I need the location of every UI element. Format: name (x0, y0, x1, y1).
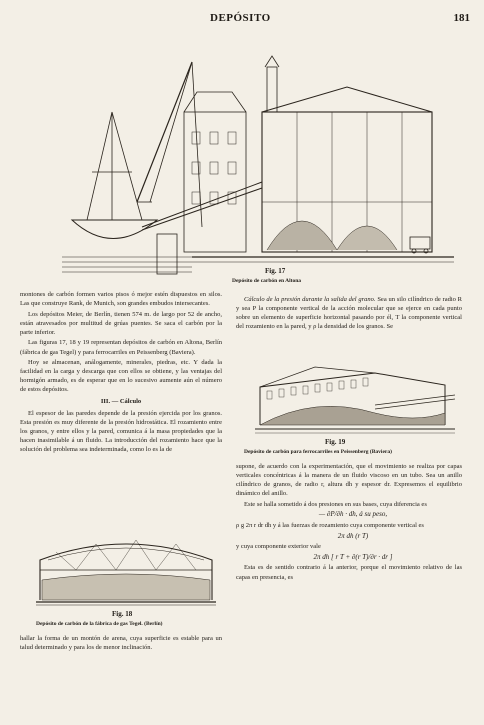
paragraph: Los depósitos Meier, de Berlín, tienen 574 m. de largo por 52 de ancho, están atravesados por multitud de grúas puentes. Se saca el carbón por la parte inferior. (20, 310, 222, 336)
figure-19-illustration (255, 365, 455, 437)
right-column-upper (236, 295, 462, 333)
subheading: Cálculo de la presión durante la salida del grano. (244, 296, 376, 303)
paragraph: y cuya componente exterior vale (236, 543, 321, 551)
figure-19-caption: Depósito de carbón para ferrocarriles en Peissenberg (Baviera) (244, 449, 392, 455)
left-column-upper (20, 290, 222, 456)
paragraph: supone, de acuerdo con la experimentación, que el movimiento se realiza por capas verticales concéntricas á la manera de un fluido viscoso en un tubo. Sea un anillo cilíndrico de granos, de radio r, altura dh y espesor dr. Expresemos el equilibrio dinámico del anillo. (236, 463, 462, 498)
figure-19-label: Fig. 19 (325, 438, 346, 446)
running-title: DEPÓSITO (210, 12, 271, 24)
page-header (0, 12, 484, 30)
formula: — ∂P/∂h · dh, á su peso, (318, 510, 388, 519)
paragraph: ρ g 2π r dr dh y á las fuerzas de rozamiento cuya componente vertical es (236, 522, 424, 530)
figure-17-label: Fig. 17 (265, 267, 286, 275)
figure-18-label: Fig. 18 (112, 610, 133, 618)
paragraph: Sea un silo cilíndrico de radio R y sea P la componente vertical de la acción molecular que se ejerce en cada punto sobre un elemento de superficie horizontal pasando por él, T la componente vertical del rozamiento en la pared, y ρ la densidad de los granos. Se (236, 296, 462, 331)
figure-17-illustration (62, 52, 454, 282)
figure-18-illustration (36, 530, 216, 608)
paragraph: Hoy se almacenan, análogamente, minerales, piedras, etc. Y dada la facilidad en la carga y descarga que con ellos se obtiene, y las ventajas del hormigón armado, es de esperar que en lo sucesivo aumente aún el número de estos depósitos. (20, 359, 222, 394)
paragraph: hallar la forma de un montón de arena, cuya superficie es estable para un talud determinado y para los de menor inclinación. (20, 635, 222, 652)
paragraph: Este se halla sometido á dos presiones en sus bases, cuya diferencia es (244, 500, 427, 508)
right-column-lower (236, 462, 462, 583)
page-number: 181 (453, 12, 470, 24)
paragraph: montones de carbón formen varios pisos ó mejor estén dispuestos en silos. Las que construye Rank, de Munich, son grandes embudos intersecantes. (20, 291, 222, 308)
left-column-lower (20, 634, 222, 654)
paragraph: El espesor de las paredes depende de la presión ejercida por los granos. Esta presión es muy diferente de la presión hidrostática. El rozamiento entre los granos, y entre ellos y la pared, comunica á la masa propiedades que la hacen inasimilable á un fluido. La introducción del rozamiento hace que la solución del problema sea indeterminada, como lo es la de (20, 409, 222, 453)
figure-18-caption: Depósito de carbón de la fábrica de gas Tegel. (Berlín) (36, 621, 163, 627)
paragraph: Esta es de sentido contrario á la anterior, porque el movimiento relativo de las capas en presencia, es (236, 564, 462, 581)
formula: 2π dh (r T) (337, 531, 369, 540)
paragraph: Las figuras 17, 18 y 19 representan depósitos de carbón en Altona, Berlín (fábrica de gas Tegel) y para ferrocarriles en Peissenberg (Baviera). (20, 339, 222, 356)
formula: 2π dh [ r T + ∂(r T)/∂r · dr ] (313, 552, 393, 561)
figure-17-caption: Depósito de carbón en Altona (232, 278, 302, 284)
section-heading: III. — Cálculo (100, 397, 142, 405)
